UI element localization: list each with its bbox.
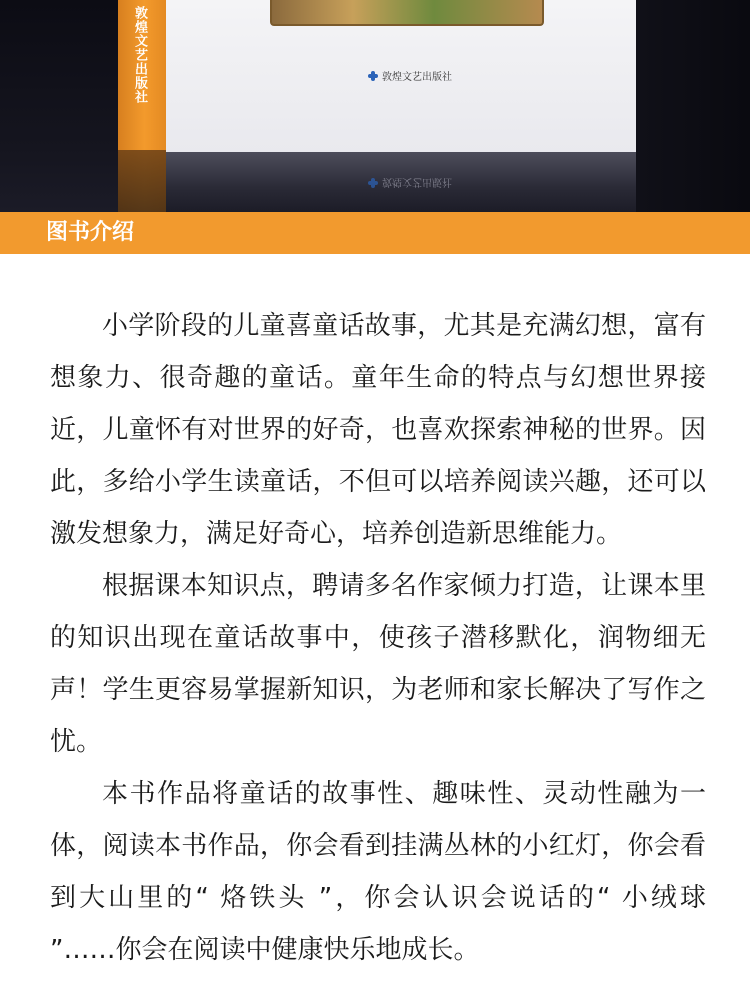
cover-publisher-label: 敦煌文艺出版社 <box>382 72 452 83</box>
book-photo <box>0 0 750 212</box>
cover-publisher-reflection <box>368 176 452 191</box>
intro-paragraph-1: 小学阶段的儿童喜童话故事，尤其是充满幻想，富有想象力、很奇趣的童话。童年生命的特点与幻想世界接近，儿童怀有对世界的好奇，也喜欢探索神秘的世界。因此，多给小学生读童话，不但可以培养阅读兴趣，还可以激发想象力，满足好奇心，培养创造新思维能力。 <box>50 311 706 549</box>
intro-paragraph-2: 根据课本知识点，聘请多名作家倾力打造，让课本里的知识出现在童话故事中，使孩子潜移默化，润物细无声！学生更容易掌握新知识，为老师和家长解决了写作之忧。 <box>50 571 706 757</box>
section-title: 图书介绍 <box>46 220 135 245</box>
section-header <box>0 212 750 254</box>
publisher-logo-reflection-icon <box>368 179 378 189</box>
spine-reflection <box>118 150 166 212</box>
publisher-logo-icon <box>368 71 378 81</box>
cover-publisher <box>368 68 452 83</box>
cover-illustration <box>270 0 544 26</box>
book-introduction <box>50 300 706 976</box>
cover-publisher-reflection-label: 敦煌文艺出版社 <box>382 176 452 187</box>
intro-paragraph-3: 本书作品将童话的故事性、趣味性、灵动性融为一体，阅读本书作品，你会看到挂满丛林的小红灯，你会看到大山里的“ 烙铁头 ”，你会认识会说话的“ 小绒球 ”……你会在阅读中健康快乐地成长。 <box>50 779 706 965</box>
background-shadow <box>636 0 750 212</box>
spine-publisher-text: 敦煌文艺出版社 <box>132 6 147 104</box>
